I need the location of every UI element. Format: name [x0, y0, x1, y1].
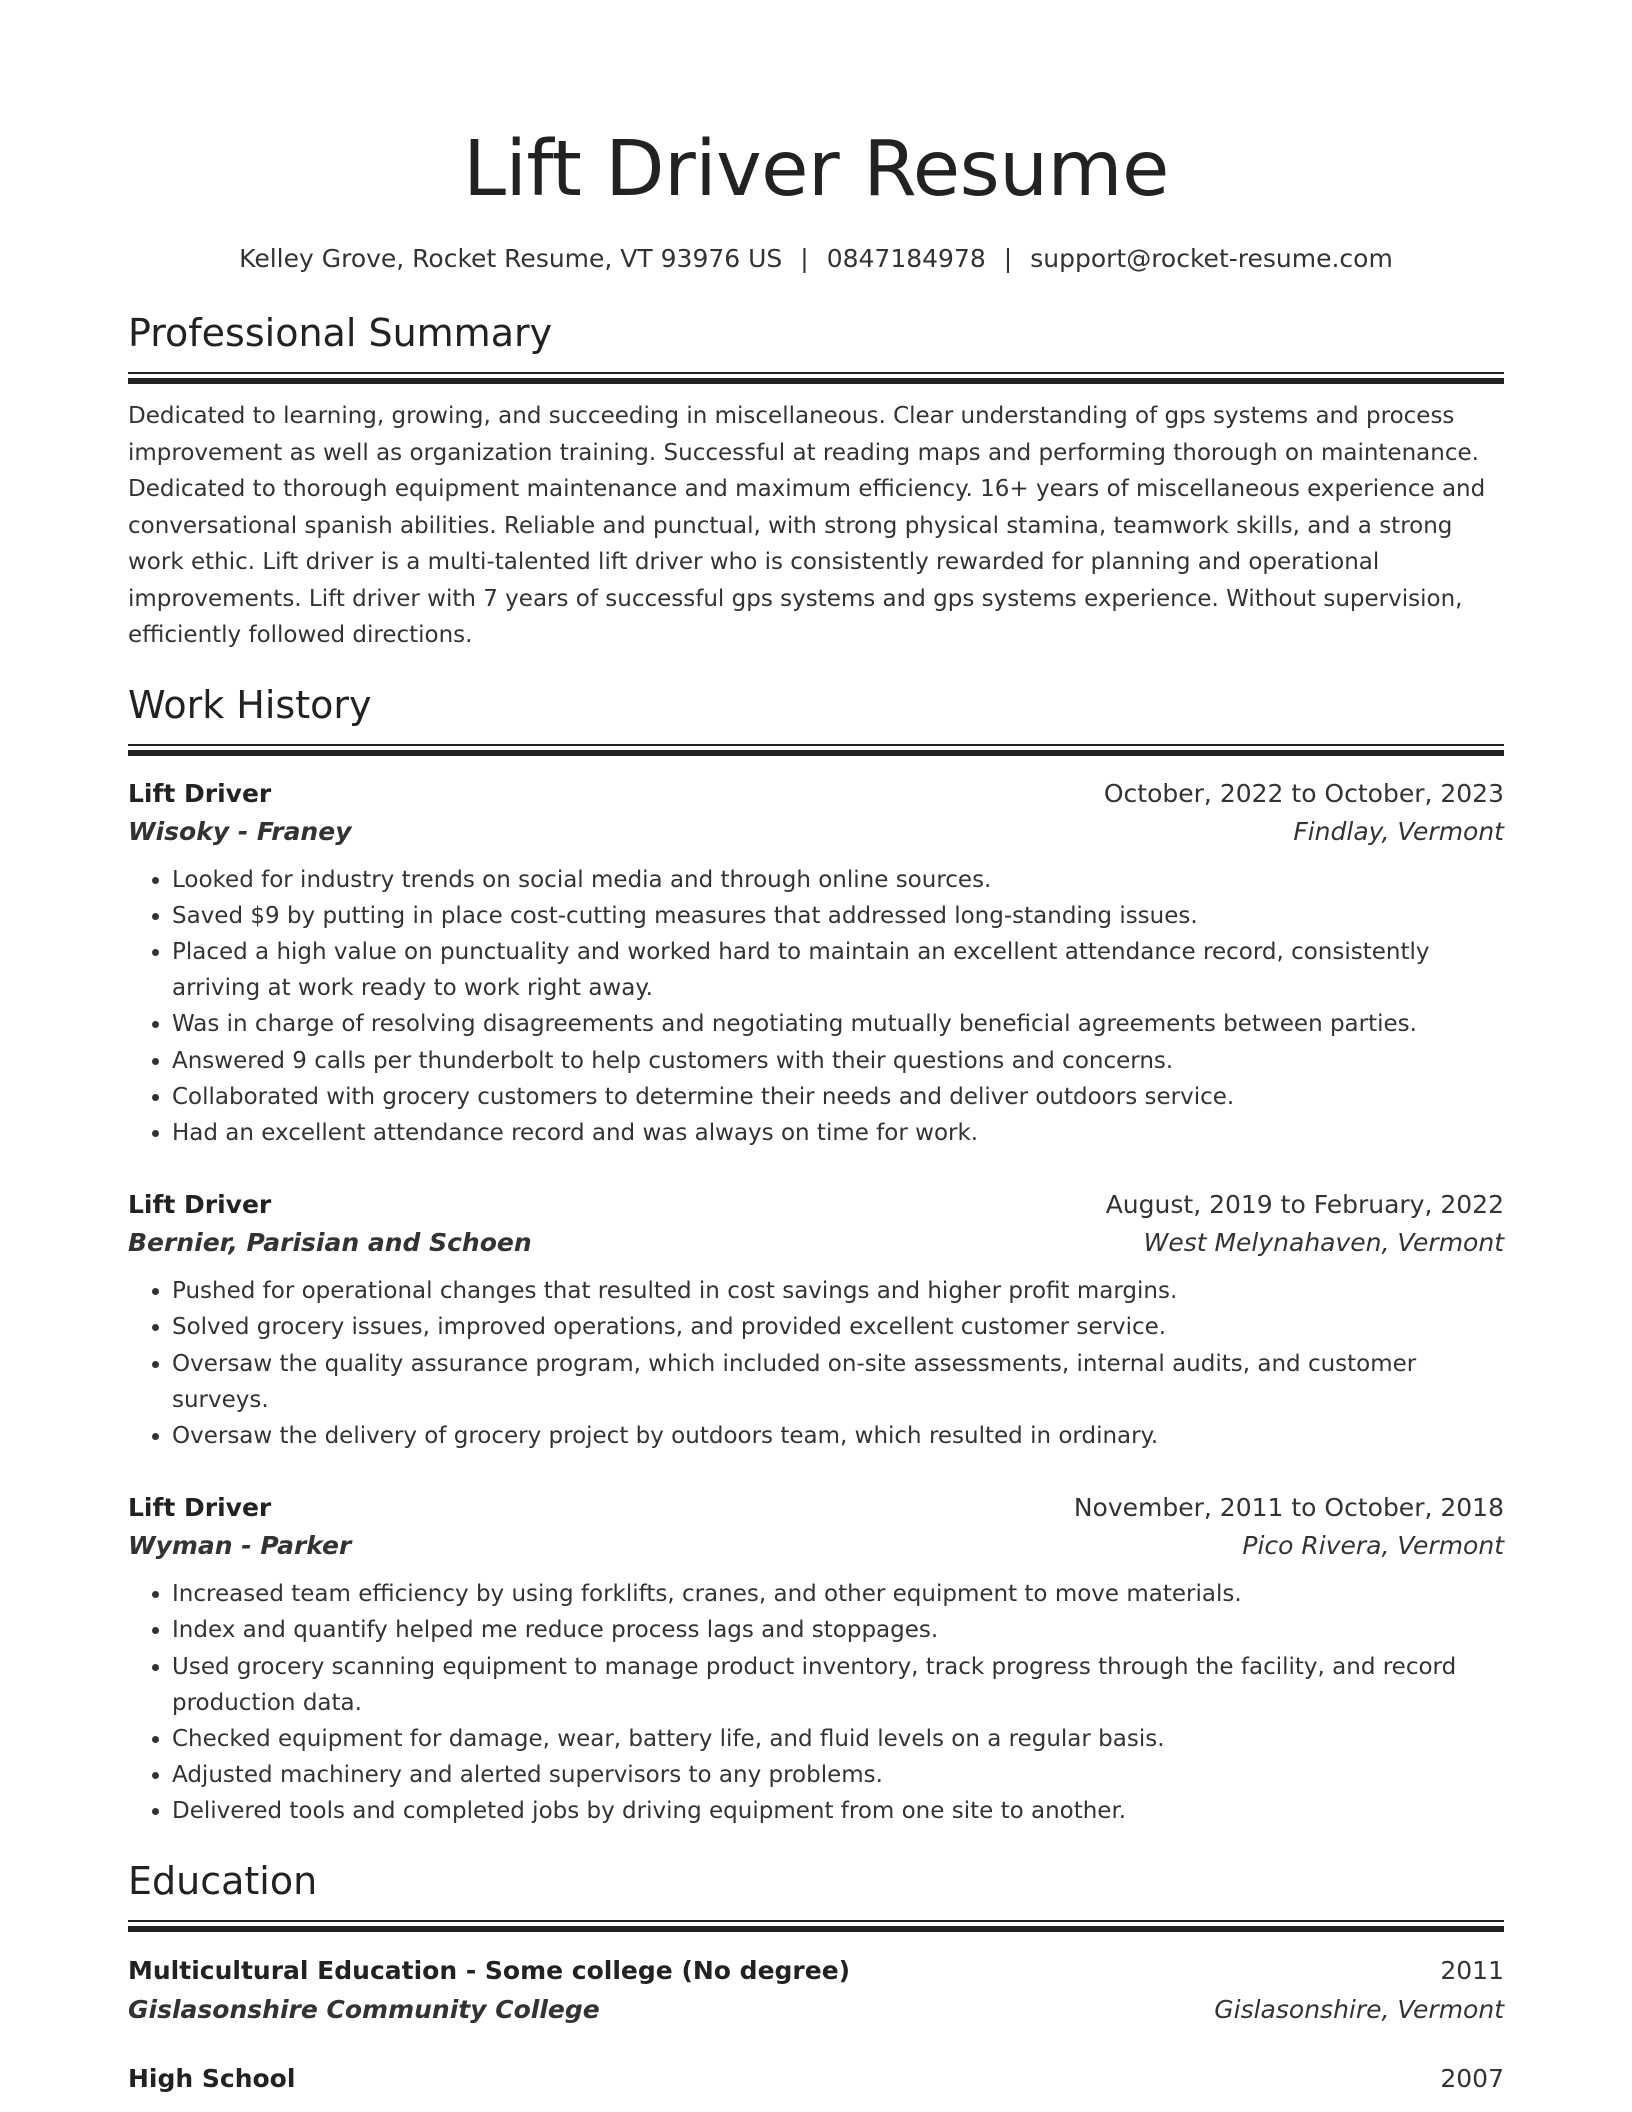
contact-email: support@rocket-resume.com	[1030, 244, 1393, 273]
contact-line	[128, 242, 1504, 276]
job-entry	[128, 776, 1504, 1152]
job-employer: Bernier, Parisian and Schoen	[128, 1228, 532, 1258]
section-divider	[128, 1920, 1504, 1932]
job-bullet: • Solved grocery issues, improved operations, and provided excellent customer service.	[172, 1309, 1504, 1345]
job-bullets	[128, 1576, 1504, 1829]
job-employer: Wyman - Parker	[128, 1531, 352, 1561]
job-title: Lift Driver	[128, 1493, 272, 1523]
job-bullet: • Adjusted machinery and alerted supervisors to any problems.	[172, 1757, 1504, 1793]
job-bullet: • Delivered tools and completed jobs by driving equipment from one site to another.	[172, 1793, 1504, 1829]
school-location: Gislasonshire, Vermont	[1214, 1994, 1504, 2024]
job-bullets	[128, 862, 1504, 1152]
job-dates: August, 2019 to February, 2022	[1105, 1190, 1504, 1220]
graduation-year: 2007	[1440, 2063, 1504, 2093]
job-bullet: • Had an excellent attendance record and was always on time for work.	[172, 1115, 1504, 1151]
job-bullet: • Oversaw the quality assurance program, which included on-site assessments, internal audits, and customer surveys.	[172, 1346, 1504, 1418]
school-name: Gislasonshire Community College	[128, 1994, 600, 2024]
job-employer: Wisoky - Franey	[128, 816, 352, 846]
contact-address: Kelley Grove, Rocket Resume, VT 93976 US	[239, 244, 783, 273]
education-entry	[128, 1952, 1504, 2030]
job-bullet: • Used grocery scanning equipment to manage product inventory, track progress through the facility, and record production data.	[172, 1649, 1504, 1721]
degree-title: High School	[128, 2063, 296, 2093]
education-heading: Education	[128, 1858, 318, 1903]
job-dates: November, 2011 to October, 2018	[1073, 1493, 1504, 1523]
job-title: Lift Driver	[128, 778, 272, 808]
job-bullet: • Oversaw the delivery of grocery project by outdoors team, which resulted in ordinary.	[172, 1418, 1504, 1454]
resume-page	[128, 0, 1504, 2098]
education-entry	[128, 2060, 1504, 2098]
job-title: Lift Driver	[128, 1190, 272, 1220]
job-dates: October, 2022 to October, 2023	[1103, 778, 1504, 808]
summary-text: Dedicated to learning, growing, and succeeding in miscellaneous. Clear understanding of gps systems and process improvement as well as organization training. Successful at reading maps and performing thorough on maintenance. Dedicated to thorough equipment maintenance and maximum efficiency. 16+ years of miscellaneous experience and conversational spanish abilities. Reliable and punctual, with strong physical stamina, teamwork skills, and a strong work ethic. Lift driver is a multi-talented lift driver who is consistently rewarded for planning and operational improvements. Lift driver with 7 years of successful gps systems and gps systems experience. Without supervision, efficiently followed directions.	[128, 403, 1486, 648]
graduation-year: 2011	[1440, 1955, 1504, 1985]
job-bullet: • Increased team efficiency by using forklifts, cranes, and other equipment to move materials.	[172, 1576, 1504, 1612]
section-divider	[128, 372, 1504, 384]
job-location: West Melynahaven, Vermont	[1143, 1228, 1504, 1258]
job-location: Findlay, Vermont	[1293, 816, 1504, 846]
section-divider	[128, 744, 1504, 756]
degree-title: Multicultural Education - Some college (No degree)	[128, 1955, 851, 1985]
summary-heading: Professional Summary	[128, 311, 553, 355]
job-bullets	[128, 1273, 1504, 1454]
job-bullet: • Pushed for operational changes that resulted in cost savings and higher profit margins.	[172, 1273, 1504, 1309]
resume-title: Lift Driver Resume	[463, 125, 1169, 214]
job-bullet: • Checked equipment for damage, wear, battery life, and fluid levels on a regular basis.	[172, 1721, 1504, 1757]
job-bullet: • Saved $9 by putting in place cost-cutting measures that addressed long-standing issues.	[172, 898, 1504, 934]
contact-separator: |	[1003, 244, 1013, 273]
job-bullet: • Placed a high value on punctuality and worked hard to maintain an excellent attendance record, consistently arriving at work ready to work right away.	[172, 934, 1504, 1006]
job-entry	[128, 1490, 1504, 1829]
job-bullet: • Collaborated with grocery customers to determine their needs and deliver outdoors service.	[172, 1079, 1504, 1115]
job-bullet: • Index and quantify helped me reduce process lags and stoppages.	[172, 1612, 1504, 1648]
work-history-heading: Work History	[128, 682, 372, 727]
contact-phone: 0847184978	[826, 244, 986, 273]
job-location: Pico Rivera, Vermont	[1242, 1531, 1504, 1561]
contact-separator: |	[800, 244, 809, 273]
job-bullet: • Looked for industry trends on social media and through online sources.	[172, 862, 1504, 898]
job-entry	[128, 1187, 1504, 1454]
job-bullet: • Was in charge of resolving disagreements and negotiating mutually beneficial agreements between parties.	[172, 1006, 1504, 1042]
job-bullet: • Answered 9 calls per thunderbolt to help customers with their questions and concerns.	[172, 1043, 1504, 1079]
